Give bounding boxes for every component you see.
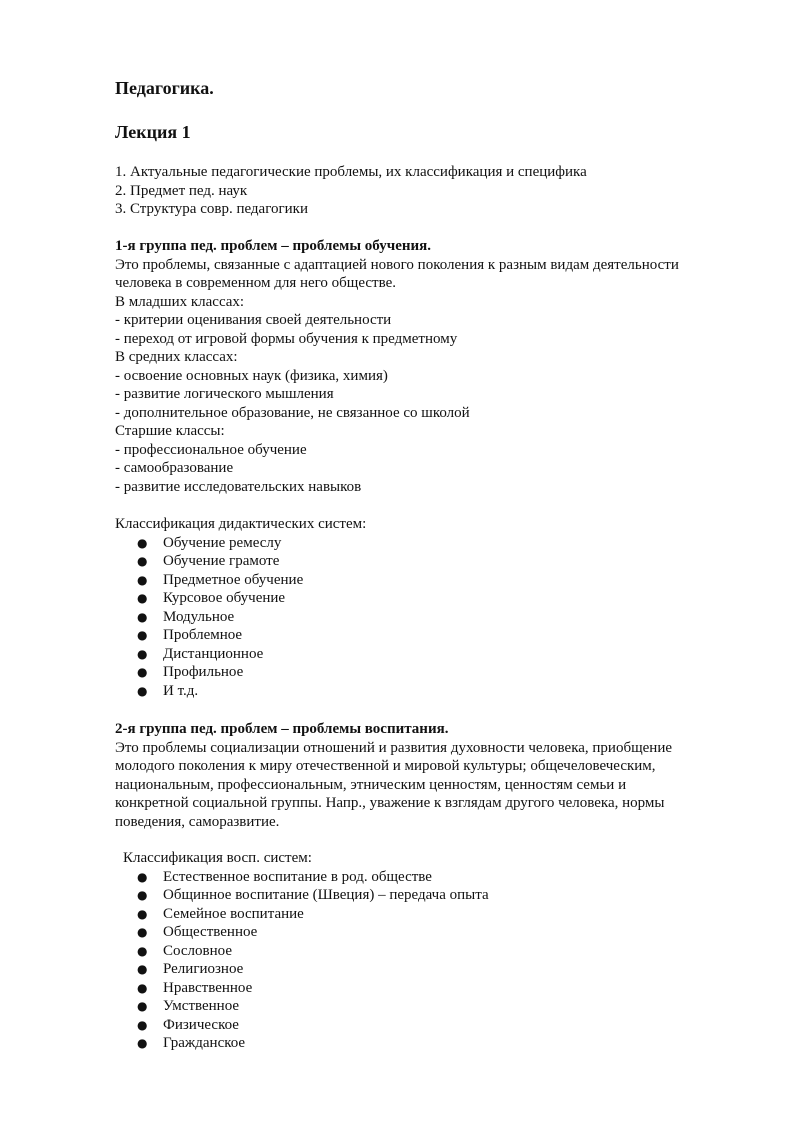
paragraph-line: В средних классах: [115, 349, 238, 365]
bullet-icon: ● [137, 591, 148, 605]
outline-item: 1. Актуальные педагогические проблемы, их классификация и специфика [115, 164, 587, 180]
paragraph-line: - развитие логического мышления [115, 386, 334, 402]
bullet-icon: ● [137, 980, 148, 995]
lecture-heading: Лекция 1 [115, 122, 191, 142]
group2-heading: 2-я группа пед. проблем – проблемы воспитания. [115, 721, 449, 737]
list-item: ● Общинное воспитание (Швеция) – передача опыта [137, 887, 489, 903]
list-item: ● Умственное [137, 998, 240, 1014]
bullet-icon: ● [137, 906, 148, 921]
bullet-icon: ● [137, 683, 148, 698]
bullet-icon: ● [137, 869, 148, 884]
paragraph-line: - дополнительное образование, не связанное со школой [115, 404, 470, 421]
list-item: ● Проблемное [137, 627, 243, 643]
bullet-icon: ● [137, 554, 148, 568]
paragraph-line: - критерии оценивания своей деятельности [115, 312, 392, 328]
paragraph-line: поведения, саморазвитие. [115, 813, 280, 830]
didactic-heading: Классификация дидактических систем: [115, 516, 367, 532]
list-item: ● Религиозное [137, 961, 244, 977]
bullet-icon: ● [137, 943, 148, 958]
paragraph-line: человека в современном для него обществе. [115, 275, 397, 291]
upbringing-list [115, 868, 489, 1053]
group1-heading: 1-я группа пед. проблем – проблемы обучения. [115, 238, 432, 254]
paragraph-line: национальным, профессиональным, этническим ценностям, ценностям семьи и [115, 776, 627, 793]
list-item: ● Семейное воспитание [137, 905, 304, 922]
outline-list [115, 163, 587, 219]
paragraph-line: - переход от игровой формы обучения к предметному [115, 330, 458, 347]
didactic-list [115, 534, 366, 701]
list-item: ● Дистанционное [137, 645, 264, 662]
list-item: ● Нравственное [137, 979, 253, 996]
paragraph-line: - самообразование [115, 460, 234, 476]
list-item: ● Сословное [137, 942, 232, 959]
list-item: ● Модульное [137, 608, 235, 625]
group1-section [115, 237, 679, 496]
paragraph-line: Старшие классы: [115, 423, 225, 439]
list-item: ● Курсовое обучение [137, 590, 286, 606]
paragraph-line: Это проблемы социализации отношений и развития духовности человека, приобщение [115, 739, 673, 756]
group2-section [115, 720, 672, 831]
list-item: ● Профильное [137, 664, 244, 680]
didactic-section [115, 515, 366, 700]
outline-item: 3. Структура совр. педагогики [115, 201, 308, 217]
paragraph-line: конкретной социальной группы. Напр., уважение к взглядам другого человека, нормы [115, 795, 665, 811]
bullet-icon: ● [137, 535, 148, 550]
bullet-icon: ● [137, 628, 148, 642]
list-item: ● Обучение грамоте [137, 553, 280, 569]
list-item: ● Общественное [137, 924, 258, 940]
upbringing-section [115, 849, 489, 1053]
bullet-icon: ● [137, 665, 148, 679]
bullet-icon: ● [137, 609, 148, 624]
bullet-icon: ● [137, 646, 148, 661]
bullet-icon: ● [137, 1017, 148, 1032]
bullet-icon: ● [137, 925, 148, 939]
paragraph-line: - развитие исследовательских навыков [115, 478, 362, 495]
bullet-icon: ● [137, 888, 148, 902]
paragraph-line: Это проблемы, связанные с адаптацией нового поколения к разным видам деятельности [115, 256, 679, 273]
bullet-icon: ● [137, 999, 148, 1013]
list-item: ● Обучение ремеслу [137, 534, 282, 551]
paragraph-line: В младших классах: [115, 293, 245, 310]
paragraph-line: - освоение основных наук (физика, химия) [115, 367, 388, 384]
bullet-icon: ● [137, 1036, 148, 1050]
outline-item: 2. Предмет пед. наук [115, 182, 248, 199]
bullet-icon: ● [137, 572, 148, 587]
bullet-icon: ● [137, 962, 148, 976]
paragraph-line: - профессиональное обучение [115, 441, 307, 458]
list-item: ● И т.д. [137, 682, 199, 699]
paragraph-line: молодого поколения к миру отечественной и мировой культуры; общечеловеческим, [115, 758, 656, 774]
document-title: Педагогика. [115, 78, 214, 98]
list-item: ● Физическое [137, 1016, 239, 1033]
upbringing-heading: Классификация восп. систем: [123, 850, 312, 866]
list-item: ● Предметное обучение [137, 571, 304, 588]
list-item: ● Гражданское [137, 1035, 246, 1051]
list-item: ● Естественное воспитание в род. обществе [137, 868, 432, 885]
